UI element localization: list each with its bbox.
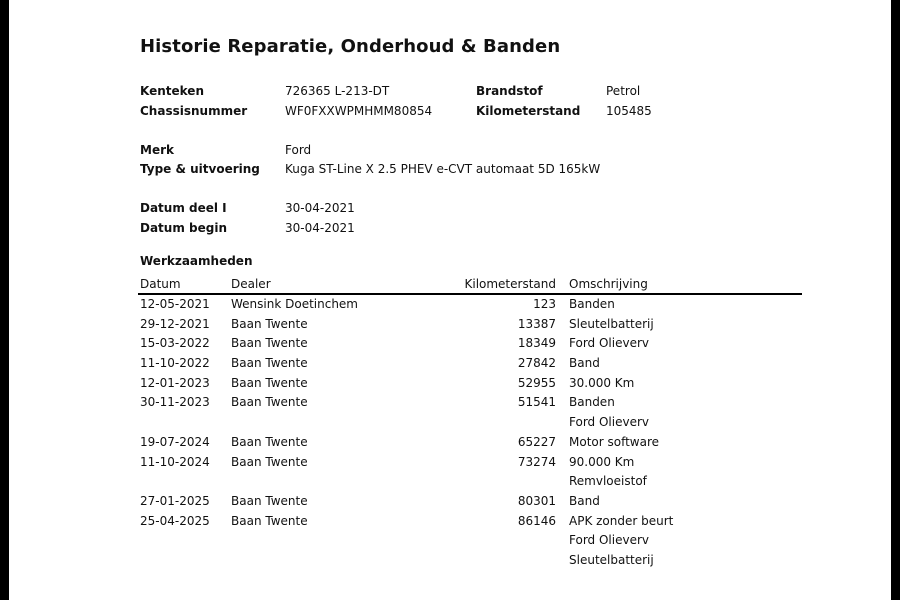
chassis-label: Chassisnummer: [140, 104, 248, 118]
table-row: [0, 553, 900, 573]
brandstof-value: Petrol: [606, 84, 641, 98]
cell-description: Sleutelbatterij: [569, 316, 654, 331]
cell-km: 18349: [517, 336, 556, 351]
cell-date: 27-01-2025: [140, 493, 210, 508]
cell-dealer: Baan Twente: [231, 434, 308, 449]
work-table: [0, 297, 900, 573]
cell-description: 90.000 Km: [569, 454, 635, 469]
col-header-km: Kilometerstand: [464, 277, 556, 291]
cell-date: 15-03-2022: [140, 336, 210, 351]
col-header-dealer: Dealer: [231, 277, 271, 291]
type-value: Kuga ST-Line X 2.5 PHEV e-CVT automaat 5D 165kW: [285, 162, 601, 176]
section-title: Werkzaamheden: [140, 254, 253, 268]
kilometerstand-value: 105485: [606, 104, 652, 118]
cell-km: 52955: [517, 375, 556, 390]
cell-dealer: Baan Twente: [231, 513, 308, 528]
cell-description: 30.000 Km: [569, 375, 635, 390]
table-row: [0, 533, 900, 553]
page-title: Historie Reparatie, Onderhoud & Banden: [140, 36, 561, 57]
cell-dealer: Wensink Doetinchem: [231, 297, 358, 311]
table-row: [0, 317, 900, 337]
cell-dealer: Baan Twente: [231, 395, 308, 410]
cell-description: Sleutelbatterij: [569, 552, 654, 567]
merk-label: Merk: [140, 143, 174, 157]
table-row: [0, 494, 900, 514]
cell-date: 30-11-2023: [140, 395, 210, 410]
cell-dealer: Baan Twente: [231, 316, 308, 331]
brandstof-label: Brandstof: [476, 84, 543, 98]
kenteken-value: 726365 L-213-DT: [285, 84, 390, 98]
cell-date: 29-12-2021: [140, 316, 210, 331]
cell-description: Ford Olieverv: [569, 336, 649, 351]
cell-date: 25-04-2025: [140, 513, 210, 528]
cell-dealer: Baan Twente: [231, 493, 308, 508]
table-row: [0, 376, 900, 396]
datum-begin-label: Datum begin: [140, 221, 227, 235]
merk-value: Ford: [285, 143, 312, 157]
kenteken-label: Kenteken: [140, 84, 204, 98]
cell-km: 73274: [517, 454, 556, 469]
cell-dealer: Baan Twente: [231, 375, 308, 390]
chassis-value: WF0FXXWPMHMM80854: [285, 104, 433, 118]
cell-description: Ford Olieverv: [569, 415, 649, 430]
cell-description: Banden: [569, 297, 615, 311]
type-label: Type & uitvoering: [140, 162, 260, 176]
cell-description: Band: [569, 356, 600, 371]
cell-date: 11-10-2022: [140, 356, 210, 371]
datum-deel1-value: 30-04-2021: [285, 201, 355, 215]
table-row: [0, 395, 900, 415]
table-row: [0, 474, 900, 494]
cell-date: 12-01-2023: [140, 375, 210, 390]
table-row: [0, 455, 900, 475]
cell-km: 27842: [517, 356, 556, 371]
table-row: [0, 297, 900, 317]
cell-description: Band: [569, 493, 600, 508]
cell-km: 86146: [517, 513, 556, 528]
table-row: [0, 435, 900, 455]
col-header-description: Omschrijving: [569, 277, 648, 291]
cell-km: 13387: [517, 316, 556, 331]
col-header-date: Datum: [140, 277, 181, 291]
cell-km: 65227: [517, 434, 556, 449]
kilometerstand-label: Kilometerstand: [476, 104, 581, 118]
cell-description: APK zonder beurt: [569, 513, 674, 528]
cell-description: Ford Olieverv: [569, 533, 649, 548]
cell-dealer: Baan Twente: [231, 356, 308, 371]
table-row: [0, 336, 900, 356]
cell-description: Remvloeistof: [569, 474, 647, 489]
cell-date: 12-05-2021: [140, 297, 210, 311]
header-divider: [138, 293, 802, 295]
cell-date: 11-10-2024: [140, 454, 210, 469]
cell-dealer: Baan Twente: [231, 454, 308, 469]
datum-begin-value: 30-04-2021: [285, 221, 355, 235]
cell-dealer: Baan Twente: [231, 336, 308, 351]
table-row: [0, 356, 900, 376]
cell-km: 51541: [517, 395, 556, 410]
table-row: [0, 514, 900, 534]
cell-km: 123: [533, 297, 556, 311]
cell-description: Motor software: [569, 434, 660, 449]
cell-date: 19-07-2024: [140, 434, 210, 449]
datum-deel1-label: Datum deel I: [140, 201, 227, 215]
cell-description: Banden: [569, 395, 615, 410]
cell-km: 80301: [517, 493, 556, 508]
table-row: [0, 415, 900, 435]
